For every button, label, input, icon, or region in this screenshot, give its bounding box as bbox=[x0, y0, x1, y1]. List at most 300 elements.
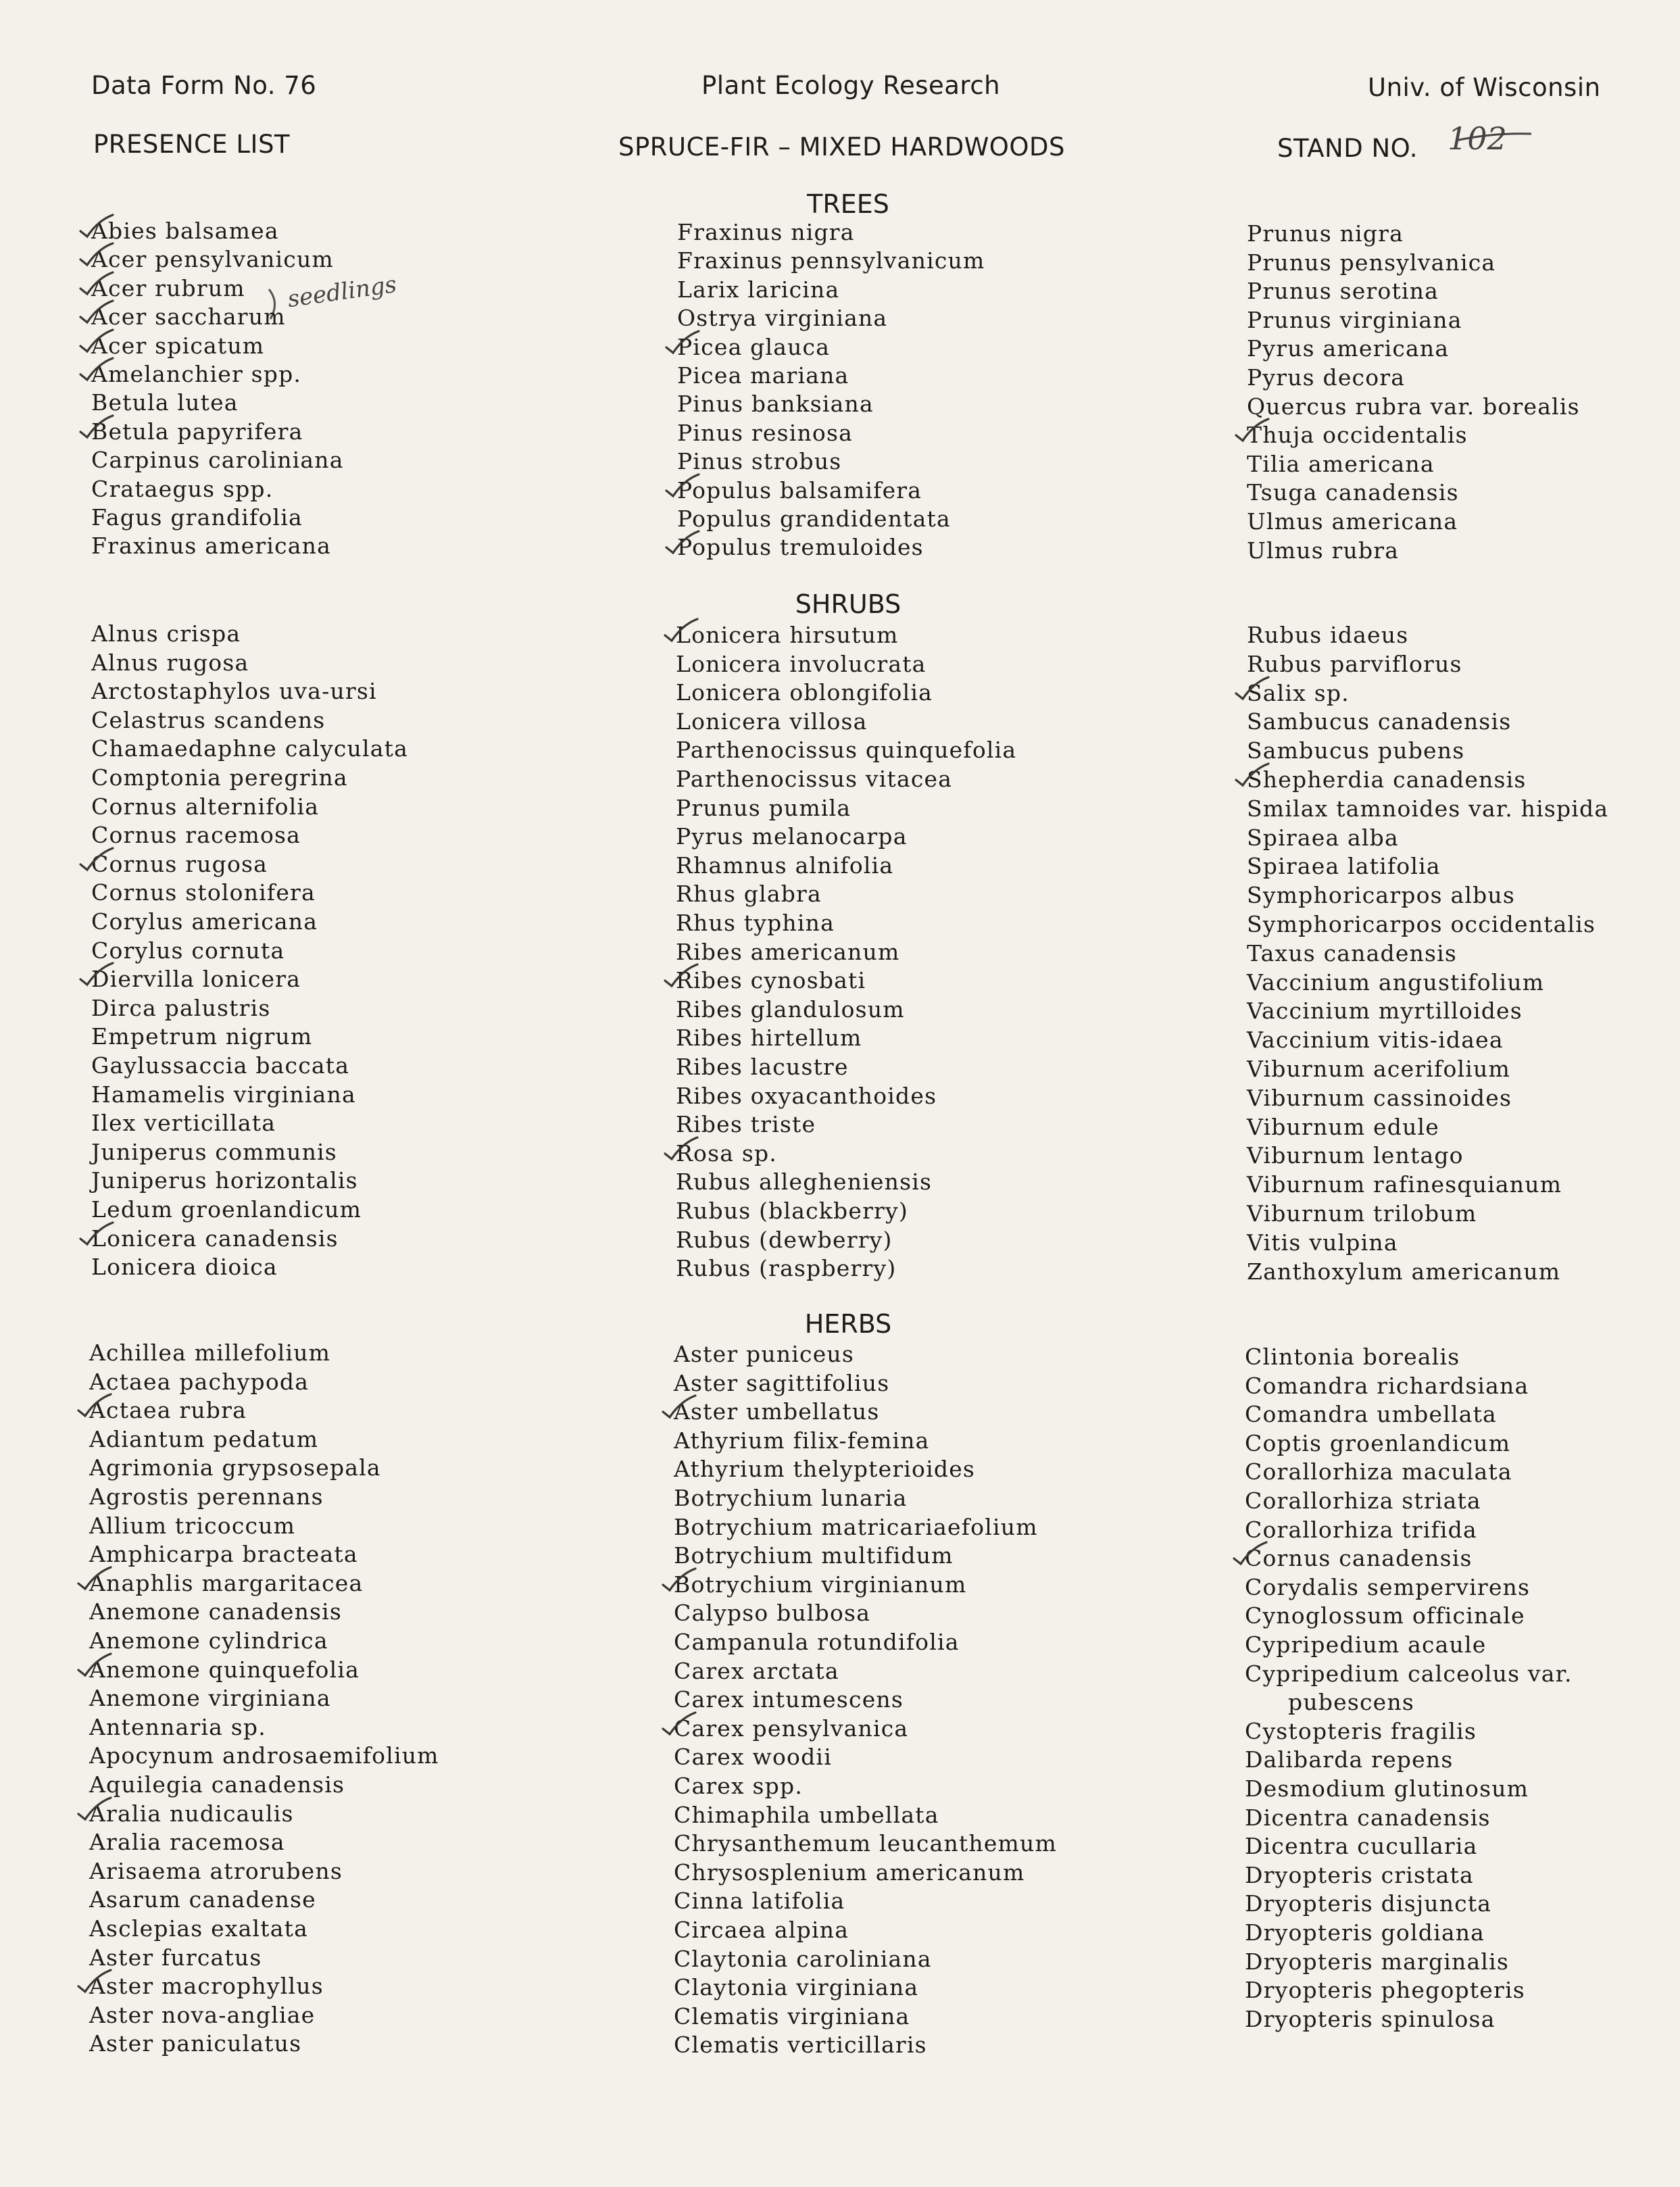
species-entry bbox=[89, 2002, 315, 2029]
species-entry bbox=[1247, 335, 1449, 362]
species-name: Tilia americana bbox=[1247, 450, 1435, 477]
species-entry bbox=[91, 1167, 358, 1194]
species-entry bbox=[674, 2003, 910, 2030]
species-name: Rubus (raspberry) bbox=[676, 1255, 897, 1282]
species-name: Tsuga canadensis bbox=[1247, 479, 1459, 506]
species-name: Picea glauca bbox=[677, 333, 831, 360]
species-entry bbox=[91, 822, 301, 849]
species-name: Aralia nudicaulis bbox=[89, 1800, 294, 1827]
species-name: Adiantum pedatum bbox=[89, 1425, 319, 1452]
species-entry bbox=[1245, 1517, 1477, 1544]
species-name: Vaccinium myrtilloides bbox=[1247, 998, 1523, 1025]
species-name: Amphicarpa bracteata bbox=[89, 1541, 358, 1568]
species-name: Chamaedaphne calyculata bbox=[91, 735, 408, 762]
species-entry bbox=[89, 1598, 342, 1625]
species-name: Smilax tamnoides var. hispida bbox=[1247, 795, 1609, 822]
species-name: Pinus strobus bbox=[677, 448, 842, 475]
species-entry bbox=[89, 1397, 247, 1424]
species-entry bbox=[1245, 1833, 1478, 1860]
species-name: Dicentra cucullaria bbox=[1245, 1833, 1478, 1860]
species-entry bbox=[676, 795, 851, 822]
species-name: Aster nova-angliae bbox=[89, 2001, 316, 2028]
species-entry bbox=[676, 708, 868, 735]
species-entry bbox=[91, 476, 273, 503]
species-entry bbox=[676, 881, 822, 908]
species-entry bbox=[1245, 1948, 1509, 1975]
species-name: Rubus allegheniensis bbox=[676, 1169, 933, 1196]
species-entry bbox=[91, 937, 285, 964]
species-entry bbox=[676, 910, 835, 937]
species-name: Taxus canadensis bbox=[1247, 939, 1458, 966]
species-name: Botrychium matricariaefolium bbox=[674, 1513, 1038, 1540]
species-name: Ilex verticillata bbox=[91, 1110, 276, 1137]
species-name: Clintonia borealis bbox=[1245, 1344, 1460, 1370]
species-entry bbox=[89, 1483, 324, 1510]
species-entry bbox=[91, 1110, 276, 1137]
species-entry bbox=[1247, 766, 1527, 793]
species-entry bbox=[91, 533, 331, 560]
species-entry bbox=[89, 1858, 343, 1885]
species-entry bbox=[674, 1542, 954, 1569]
species-entry bbox=[1247, 393, 1580, 420]
species-entry bbox=[89, 1656, 360, 1684]
species-name: Pinus resinosa bbox=[677, 419, 854, 446]
species-name: Aster puniceus bbox=[674, 1341, 855, 1367]
species-entry bbox=[674, 1888, 845, 1915]
species-entry bbox=[1247, 220, 1404, 247]
species-name: Dicentra canadensis bbox=[1245, 1804, 1491, 1831]
species-name: Ulmus americana bbox=[1247, 508, 1458, 535]
species-entry bbox=[674, 1946, 932, 1973]
species-name: Ribes hirtellum bbox=[676, 1025, 862, 1052]
species-entry bbox=[1247, 508, 1458, 535]
species-name: Pyrus americana bbox=[1247, 335, 1450, 362]
species-name: Cornus canadensis bbox=[1245, 1545, 1473, 1572]
species-entry bbox=[677, 506, 951, 533]
species-name: Ribes triste bbox=[676, 1111, 816, 1138]
species-name: Comandra umbellata bbox=[1245, 1401, 1497, 1428]
species-name: Carex pensylvanica bbox=[674, 1715, 909, 1742]
species-entry bbox=[1247, 1027, 1504, 1054]
species-entry bbox=[1245, 1602, 1525, 1629]
species-entry bbox=[677, 420, 853, 447]
species-entry bbox=[89, 1685, 331, 1712]
species-name: Carex woodii bbox=[674, 1744, 832, 1771]
species-entry bbox=[1247, 911, 1596, 938]
species-name: Viburnum lentago bbox=[1247, 1142, 1464, 1169]
species-name: Vaccinium vitis-idaea bbox=[1247, 1027, 1504, 1054]
species-name: Lonicera involucrata bbox=[676, 650, 927, 677]
species-entry bbox=[91, 1254, 278, 1281]
section-title-trees: TREES bbox=[807, 189, 889, 219]
species-entry bbox=[89, 1513, 295, 1540]
species-name: Zanthoxylum americanum bbox=[1247, 1258, 1561, 1285]
species-name: Asarum canadense bbox=[89, 1886, 316, 1913]
species-name: Actaea pachypoda bbox=[89, 1368, 310, 1395]
species-name: Botrychium multifidum bbox=[674, 1542, 954, 1569]
species-entry bbox=[91, 447, 344, 474]
species-entry bbox=[1247, 737, 1464, 764]
species-entry bbox=[677, 305, 887, 332]
species-name: Shepherdia canadensis bbox=[1247, 766, 1527, 793]
species-name: Rhus glabra bbox=[676, 881, 822, 908]
species-entry bbox=[674, 1571, 966, 1598]
species-entry bbox=[89, 1915, 308, 1942]
species-name: Cornus stolonifera bbox=[91, 879, 316, 906]
species-name: Prunus virginiana bbox=[1247, 306, 1462, 333]
species-name: pubescens bbox=[1288, 1689, 1414, 1716]
species-entry bbox=[674, 1830, 1057, 1857]
species-entry bbox=[674, 1859, 1025, 1886]
species-entry bbox=[1247, 940, 1457, 967]
species-name: Coptis groenlandicum bbox=[1245, 1429, 1511, 1456]
species-name: Betula lutea bbox=[91, 389, 239, 416]
species-entry bbox=[1247, 969, 1544, 996]
species-name: Agrimonia grypsosepala bbox=[89, 1454, 381, 1481]
species-name: Athyrium filix-femina bbox=[674, 1427, 930, 1454]
species-name: Desmodium glutinosum bbox=[1245, 1775, 1529, 1802]
species-entry bbox=[91, 246, 334, 273]
species-entry bbox=[1247, 451, 1435, 478]
species-entry bbox=[91, 1196, 362, 1223]
species-name: Cypripedium acaule bbox=[1245, 1631, 1487, 1658]
species-name: Anemone virginiana bbox=[89, 1685, 331, 1712]
species-entry bbox=[91, 707, 325, 734]
species-entry bbox=[676, 1255, 896, 1282]
stand-underline-stroke bbox=[1453, 127, 1534, 147]
species-entry bbox=[676, 1083, 937, 1110]
species-entry bbox=[91, 333, 264, 360]
species-entry bbox=[674, 1629, 960, 1656]
species-entry bbox=[674, 1398, 879, 1425]
species-name: Picea mariana bbox=[677, 362, 849, 389]
species-entry bbox=[1245, 1919, 1485, 1946]
species-name: Aster macrophyllus bbox=[89, 1973, 324, 2000]
species-entry bbox=[1247, 853, 1441, 880]
species-name: Corylus americana bbox=[91, 908, 318, 935]
species-name: Aralia racemosa bbox=[89, 1829, 285, 1856]
species-name: Populus balsamifera bbox=[677, 476, 922, 503]
species-entry bbox=[674, 1715, 908, 1742]
species-entry bbox=[677, 448, 841, 475]
stand-label: STAND NO. bbox=[1277, 134, 1418, 163]
species-name: Ribes cynosbati bbox=[676, 967, 866, 994]
section-title-herbs: HERBS bbox=[804, 1309, 892, 1339]
species-entry bbox=[1247, 622, 1408, 649]
species-name: Prunus nigra bbox=[1247, 220, 1404, 247]
species-name: Anaphlis margaritacea bbox=[89, 1569, 364, 1596]
species-entry bbox=[1245, 1574, 1530, 1601]
species-name: Spiraea alba bbox=[1247, 824, 1399, 851]
species-name: Pyrus decora bbox=[1247, 364, 1406, 391]
species-name: Claytonia virginiana bbox=[674, 1974, 919, 2001]
species-name: Agrostis perennans bbox=[89, 1483, 324, 1510]
species-name: Parthenocissus vitacea bbox=[676, 766, 953, 792]
species-name: Lonicera villosa bbox=[676, 708, 868, 735]
species-name: Apocynum androsaemifolium bbox=[89, 1742, 439, 1769]
species-name: Corallorhiza trifida bbox=[1245, 1516, 1477, 1543]
species-entry bbox=[1247, 795, 1608, 822]
species-name: Juniperus horizontalis bbox=[91, 1167, 358, 1194]
species-name: Lonicera dioica bbox=[91, 1254, 278, 1281]
species-entry bbox=[89, 1369, 309, 1396]
species-entry bbox=[1245, 1344, 1460, 1371]
species-name: Viburnum edule bbox=[1247, 1113, 1440, 1140]
species-name: Rubus (dewberry) bbox=[676, 1226, 893, 1253]
species-name: Antennaria sp. bbox=[89, 1713, 266, 1740]
species-entry bbox=[1247, 998, 1523, 1025]
species-name: Anemone cylindrica bbox=[89, 1627, 328, 1654]
species-entry bbox=[1247, 651, 1462, 678]
species-name: Juniperus communis bbox=[91, 1138, 337, 1165]
species-entry bbox=[676, 967, 866, 994]
species-entry bbox=[91, 649, 249, 677]
species-name: Clematis verticillaris bbox=[674, 2032, 927, 2059]
species-entry bbox=[1247, 1229, 1398, 1256]
species-name: Aster umbellatus bbox=[674, 1398, 880, 1425]
species-entry bbox=[1245, 1545, 1473, 1572]
species-name: Ulmus rubra bbox=[1247, 537, 1400, 564]
seedlings-note: seedlings bbox=[286, 270, 399, 314]
species-entry bbox=[91, 678, 377, 705]
species-name: Rubus (blackberry) bbox=[676, 1198, 908, 1224]
species-entry bbox=[1245, 1430, 1510, 1457]
species-entry bbox=[677, 477, 922, 504]
species-name: Quercus rubra var. borealis bbox=[1247, 393, 1580, 420]
species-entry bbox=[89, 1829, 285, 1856]
species-entry bbox=[91, 1139, 337, 1166]
species-name: Rubus parviflorus bbox=[1247, 650, 1462, 677]
species-name: Dryopteris goldiana bbox=[1245, 1919, 1485, 1946]
species-entry bbox=[676, 651, 927, 678]
species-entry bbox=[91, 1052, 349, 1079]
species-name: Cystopteris fragilis bbox=[1245, 1717, 1477, 1744]
species-name: Calypso bulbosa bbox=[674, 1600, 871, 1627]
species-entry bbox=[89, 1944, 262, 1971]
species-entry bbox=[89, 1771, 345, 1798]
species-entry bbox=[1245, 1458, 1512, 1485]
species-name: Celastrus scandens bbox=[91, 706, 326, 733]
species-name: Chrysanthemum leucanthemum bbox=[674, 1830, 1057, 1857]
species-name: Symphoricarpos occidentalis bbox=[1247, 911, 1596, 937]
species-entry bbox=[91, 504, 303, 531]
form-number: Data Form No. 76 bbox=[91, 71, 317, 100]
species-entry bbox=[91, 218, 279, 245]
community-title: SPRUCE-FIR – MIXED HARDWOODS bbox=[618, 132, 1066, 162]
species-name: Cornus racemosa bbox=[91, 822, 301, 849]
species-name: Allium tricoccum bbox=[89, 1512, 296, 1539]
species-name: Hamamelis virginiana bbox=[91, 1081, 356, 1108]
species-name: Thuja occidentalis bbox=[1247, 422, 1468, 449]
species-name: Ribes americanum bbox=[676, 938, 900, 965]
species-name: Arisaema atrorubens bbox=[89, 1857, 343, 1884]
species-name: Populus grandidentata bbox=[677, 506, 951, 532]
species-entry bbox=[1247, 1258, 1560, 1285]
species-name: Lonicera hirsutum bbox=[676, 622, 899, 648]
species-entry bbox=[91, 418, 303, 445]
species-name: Ribes oxyacanthoides bbox=[676, 1082, 937, 1109]
species-name: Crataegus spp. bbox=[91, 475, 274, 502]
species-name: Dryopteris cristata bbox=[1245, 1861, 1474, 1888]
species-name: Ledum groenlandicum bbox=[91, 1196, 362, 1223]
species-name: Comptonia peregrina bbox=[91, 764, 348, 791]
species-name: Salix sp. bbox=[1247, 679, 1350, 706]
species-name: Cynoglossum officinale bbox=[1245, 1602, 1525, 1629]
species-name: Chimaphila umbellata bbox=[674, 1801, 939, 1828]
species-entry bbox=[89, 1541, 358, 1568]
species-name: Acer spicatum bbox=[91, 332, 265, 359]
species-entry bbox=[676, 939, 899, 966]
species-entry bbox=[676, 622, 899, 649]
species-name: Cinna latifolia bbox=[674, 1888, 845, 1915]
species-entry bbox=[89, 1886, 316, 1913]
species-entry bbox=[91, 389, 239, 416]
species-name: Dryopteris phegopteris bbox=[1245, 1977, 1525, 2004]
species-name: Anemone quinquefolia bbox=[89, 1656, 360, 1683]
species-name: Corallorhiza striata bbox=[1245, 1488, 1481, 1514]
species-name: Sambucus pubens bbox=[1247, 737, 1465, 764]
species-name: Carex spp. bbox=[674, 1773, 804, 1799]
species-entry bbox=[1245, 1631, 1486, 1658]
species-name: Populus tremuloides bbox=[677, 534, 924, 561]
species-entry bbox=[674, 1370, 889, 1397]
species-name: Viburnum trilobum bbox=[1247, 1200, 1477, 1227]
species-name: Empetrum nigrum bbox=[91, 1023, 313, 1050]
species-entry bbox=[674, 1485, 907, 1512]
species-name: Fraxinus americana bbox=[91, 533, 331, 560]
species-name: Rubus idaeus bbox=[1247, 622, 1409, 648]
species-entry bbox=[89, 1800, 294, 1827]
species-entry bbox=[1247, 680, 1350, 707]
species-entry bbox=[89, 1973, 324, 2000]
species-entry bbox=[91, 620, 241, 647]
species-entry bbox=[674, 1744, 832, 1771]
species-entry bbox=[91, 735, 408, 762]
species-entry bbox=[1247, 364, 1405, 391]
species-name: Fraxinus pennsylvanicum bbox=[677, 247, 985, 274]
species-name: Chrysosplenium americanum bbox=[674, 1859, 1025, 1886]
species-entry bbox=[677, 219, 855, 246]
stand-number-handwritten: 102 bbox=[1448, 120, 1507, 157]
species-entry bbox=[1245, 1775, 1529, 1802]
species-name: Prunus pumila bbox=[676, 794, 851, 821]
species-entry bbox=[89, 1714, 266, 1741]
species-name: Viburnum acerifolium bbox=[1247, 1056, 1510, 1082]
species-entry bbox=[676, 737, 1016, 764]
species-entry bbox=[91, 851, 268, 878]
species-entry bbox=[91, 793, 319, 820]
species-entry bbox=[676, 1054, 849, 1081]
species-entry bbox=[91, 275, 245, 302]
species-name: Rhamnus alnifolia bbox=[676, 852, 894, 879]
species-name-continuation bbox=[1245, 1689, 1414, 1716]
species-name: Ribes lacustre bbox=[676, 1054, 849, 1080]
species-entry bbox=[89, 1426, 318, 1453]
species-entry bbox=[674, 1600, 870, 1627]
species-name: Spiraea latifolia bbox=[1247, 853, 1441, 880]
species-entry bbox=[676, 766, 952, 793]
species-name: Sambucus canadensis bbox=[1247, 708, 1512, 735]
species-entry bbox=[89, 1340, 330, 1367]
species-name: Vaccinium angustifolium bbox=[1247, 968, 1545, 996]
species-name: Dryopteris disjuncta bbox=[1245, 1890, 1492, 1917]
species-entry bbox=[1245, 1977, 1525, 2004]
species-name: Aquilegia canadensis bbox=[89, 1771, 345, 1798]
species-entry bbox=[91, 1023, 312, 1050]
species-entry bbox=[674, 1773, 803, 1800]
species-name: Botrychium lunaria bbox=[674, 1485, 908, 1511]
species-name: Circaea alpina bbox=[674, 1917, 849, 1943]
species-entry bbox=[91, 1081, 356, 1108]
species-entry bbox=[1247, 278, 1439, 305]
species-name: Comandra richardsiana bbox=[1245, 1372, 1529, 1399]
species-name: Viburnum cassinoides bbox=[1247, 1084, 1512, 1111]
species-entry bbox=[677, 276, 839, 303]
species-name: Cypripedium calceolus var. bbox=[1245, 1660, 1573, 1687]
species-name: Achillea millefolium bbox=[89, 1340, 331, 1366]
species-name: Ribes glandulosum bbox=[676, 996, 905, 1023]
species-entry bbox=[89, 1454, 381, 1481]
species-entry bbox=[674, 1514, 1038, 1541]
species-name: Dalibarda repens bbox=[1245, 1746, 1454, 1773]
species-name: Aster paniculatus bbox=[89, 2030, 302, 2057]
species-entry bbox=[1245, 1718, 1477, 1745]
species-name: Botrychium virginianum bbox=[674, 1571, 967, 1598]
species-name: Pinus banksiana bbox=[677, 391, 874, 418]
species-entry bbox=[91, 1225, 339, 1252]
species-entry bbox=[1247, 249, 1496, 276]
section-title-shrubs: SHRUBS bbox=[795, 589, 901, 619]
species-name: Arctostaphylos uva-ursi bbox=[91, 678, 377, 705]
species-entry bbox=[677, 391, 874, 418]
species-entry bbox=[89, 1570, 363, 1597]
species-name: Clematis virginiana bbox=[674, 2002, 910, 2030]
species-entry bbox=[674, 1427, 930, 1454]
species-name: Diervilla lonicera bbox=[91, 966, 301, 993]
species-name: Carex arctata bbox=[674, 1657, 839, 1684]
species-entry bbox=[1247, 708, 1511, 735]
species-entry bbox=[1247, 1114, 1439, 1141]
species-entry bbox=[1245, 1862, 1474, 1889]
species-name: Acer saccharum bbox=[91, 303, 286, 330]
species-entry bbox=[674, 1974, 918, 2001]
species-name: Lonicera canadensis bbox=[91, 1225, 339, 1252]
species-entry bbox=[89, 1742, 439, 1769]
species-entry bbox=[677, 534, 924, 561]
species-entry bbox=[1247, 1142, 1464, 1169]
species-name: Corallorhiza maculata bbox=[1245, 1458, 1512, 1485]
species-name: Cornus rugosa bbox=[91, 850, 268, 877]
species-entry bbox=[89, 1627, 328, 1654]
species-entry bbox=[1245, 1373, 1529, 1400]
species-entry bbox=[676, 823, 908, 850]
species-name: Dryopteris spinulosa bbox=[1245, 2005, 1496, 2032]
organization: Plant Ecology Research bbox=[701, 71, 1001, 100]
species-entry bbox=[676, 996, 905, 1023]
species-entry bbox=[91, 995, 271, 1022]
university: Univ. of Wisconsin bbox=[1368, 73, 1601, 102]
species-entry bbox=[1245, 1488, 1481, 1515]
species-name: Fagus grandifolia bbox=[91, 504, 303, 531]
species-entry bbox=[1245, 1890, 1491, 1917]
species-entry bbox=[677, 334, 830, 361]
species-name: Dirca palustris bbox=[91, 994, 271, 1021]
species-entry bbox=[1245, 1661, 1573, 1688]
species-name: Prunus serotina bbox=[1247, 278, 1439, 305]
species-entry bbox=[1247, 1056, 1510, 1083]
species-entry bbox=[674, 1341, 854, 1368]
species-name: Acer rubrum bbox=[91, 274, 245, 301]
